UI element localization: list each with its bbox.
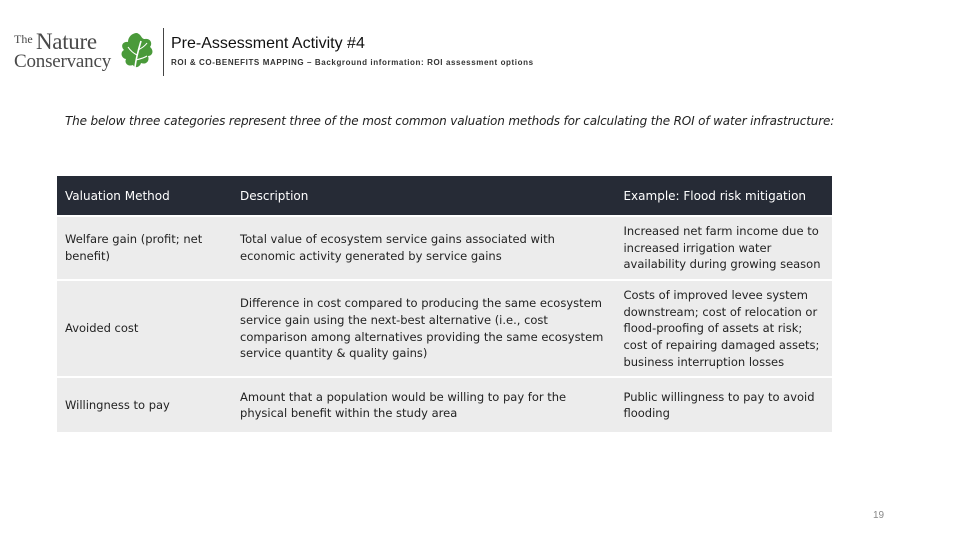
cell-method: Avoided cost [57,280,232,377]
header-description: Description [232,176,615,216]
table-row [57,377,832,432]
cell-method: Welfare gain (profit; net benefit) [57,216,232,280]
cell-example: Costs of improved levee system downstream; cost of relocation or flood-proofing of assets at risk; cost of repairing damaged assets; business interruption losses [615,280,832,377]
nature-conservancy-logo [14,30,159,74]
intro-text: The below three categories represent three of the most common valuation methods for calculating the ROI of water infrastructure: [65,114,835,128]
cell-description: Amount that a population would be willing to pay for the physical benefit within the study area [232,377,615,432]
cell-example: Public willingness to pay to avoid flooding [615,377,832,432]
logo-nature: Nature [36,29,97,54]
header-valuation-method: Valuation Method [57,176,232,216]
header-example: Example: Flood risk mitigation [615,176,832,216]
cell-description: Total value of ecosystem service gains associated with economic activity generated by service gains [232,216,615,280]
table-row [57,216,832,280]
cell-method: Willingness to pay [57,377,232,432]
header-divider [163,28,164,76]
page-number: 19 [873,510,885,521]
logo-the: The [14,32,33,46]
oak-leaf-icon [118,31,156,71]
table-row [57,280,832,377]
table-header-row [57,176,832,216]
cell-description: Difference in cost compared to producing the same ecosystem service gain using the next-best alternative (i.e., cost comparison among alternatives providing the same ecosystem service quantity & quality gains) [232,280,615,377]
page-subtitle: ROI & CO-BENEFITS MAPPING – Background information: ROI assessment options [171,58,534,67]
logo-conservancy: Conservancy [14,51,111,72]
page-title: Pre-Assessment Activity #4 [171,35,365,52]
valuation-methods-table [57,176,832,432]
cell-example: Increased net farm income due to increased irrigation water availability during growing season [615,216,832,280]
